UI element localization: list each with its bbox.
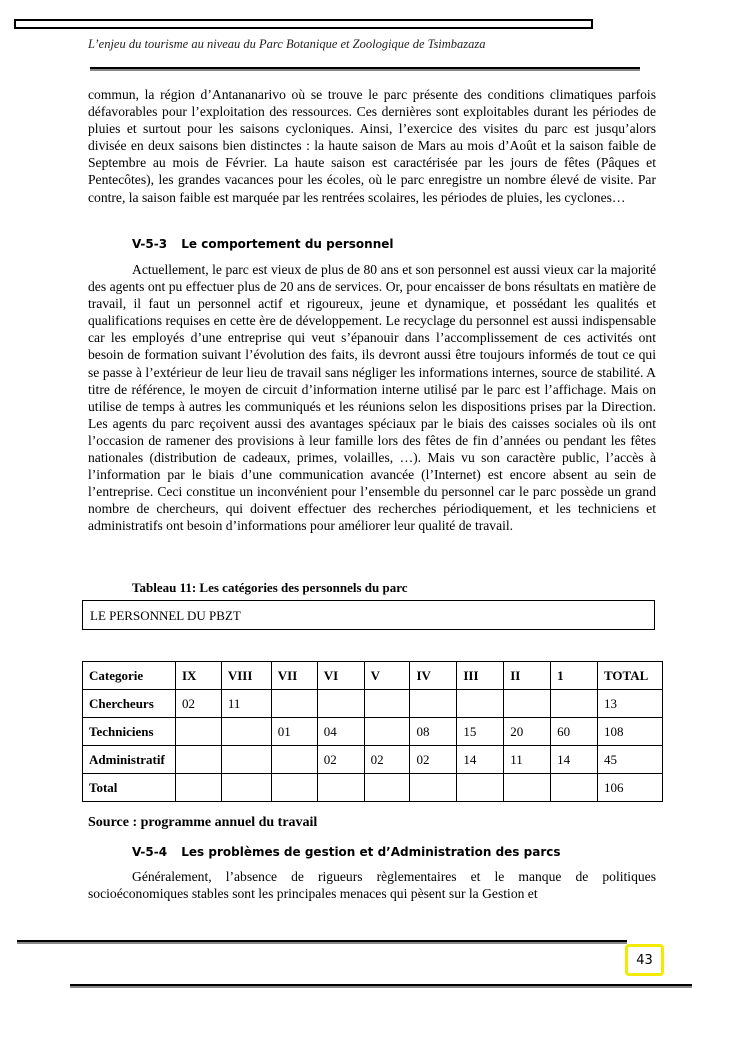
header-cell: IX [175,662,221,690]
table-cell [175,718,221,746]
paragraph-seasons: commun, la région d’Antananarivo où se trouve le parc présente des conditions climatiques parfois défavorables pour l’exploitation des ressources. Ces dernières sont exploitables durant les périodes de pluies et surtout pour les saisons cycloniques. Ainsi, l’exercice des visites du parc est jusqu’alors divisée en deux saisons bien distinctes : la haute saison de Mars au mois d’Août et la saison faible de Septembre au mois de Février. La haute saison est caractérisée par les jours de fêtes (Pâques et Pentecôtes), les grandes vacances pour les écoles, où le parc enregistre un nombre élevé de visite. Par contre, la saison faible est marquée par les rentrées scolaires, les périodes de pluies, les cyclones… [88,87,656,205]
section-heading-management [132,845,561,859]
table-row [83,718,663,746]
table-cell [271,690,317,718]
header-cell: V [364,662,410,690]
table-header-row [83,662,663,690]
table-cell [551,774,598,802]
table-cell [271,774,317,802]
header-cell: III [457,662,504,690]
table-cell: 02 [410,746,457,774]
section-number: V-5-3 [132,237,168,251]
table-cell: 02 [317,746,364,774]
table-cell [364,774,410,802]
header-cell: VIII [221,662,271,690]
table-cell [364,718,410,746]
section-title: Les problèmes de gestion et d’Administration des parcs [181,845,561,859]
paragraph-management: Généralement, l’absence de rigueurs règlementaires et le manque de politiques socioéconomiques stables sont les principales menaces qui pèsent sur la Gestion et [88,869,656,902]
table-cell: 60 [551,718,598,746]
header-cell: Categorie [83,662,176,690]
header-rule [90,67,640,69]
table-cell [457,774,504,802]
table-row [83,746,663,774]
table-cell: 106 [597,774,662,802]
personnel-categories-table [82,661,663,802]
table-cell [410,690,457,718]
table-cell: 08 [410,718,457,746]
table-cell [410,774,457,802]
section-heading-personnel [132,237,394,251]
table-cell: 11 [504,746,551,774]
table-cell [317,690,364,718]
header-cell: IV [410,662,457,690]
table-cell [221,718,271,746]
table-cell: 20 [504,718,551,746]
header-cell: TOTAL [597,662,662,690]
row-label: Techniciens [83,718,176,746]
table-cell: 15 [457,718,504,746]
table-cell: 108 [597,718,662,746]
table-total-row [83,774,663,802]
row-label: Chercheurs [83,690,176,718]
header-cell: VI [317,662,364,690]
table-cell: 02 [364,746,410,774]
footer-rule-upper [17,940,627,942]
table-cell [504,774,551,802]
top-border-box [14,19,593,29]
table-cell: 14 [457,746,504,774]
table-cell [175,746,221,774]
paragraph-personnel: Actuellement, le parc est vieux de plus de 80 ans et son personnel est aussi vieux car la majorité des agents ont pu effectuer plus de 20 ans de services. Or, pour encaisser de bons résultats en matière de travail, il faut un personnel actif et rigoureux, jeune et dynamique, et possédant les qualités et qualifications requises en cette ère de développement. Le recyclage du personnel est aussi indispensable car les employés d’une entreprise qui veut s’épanouir dans l’accomplissement de ces activités ont besoin de formation suivant l’évolution des faits, ils devront aussi être toujours informés de tout ce qui se passe à l’extérieur de leur lieu de travail sans négliger les informations internes, source de stabilité. A titre de référence, le moyen de circuit d’information interne utilisé par le parc est l’affichage. Mais on utilise de temps à autres les communiqués et les réunions selon les dispositions prises par la Direction. Les agents du parc reçoivent aussi des avantages spéciaux par le biais des caisses sociales où ils ont l’occasion de ramener des provisions à leur famille lors des fêtes de fin d’années ou pendant les fêtes nationales (distribution de cadeaux, primes, volailles, …). Mais vu son caractère public, l’accès à l’information par le biais d’une communication avancée (l’Internet) est encore absent au sein de l’entreprise. Ceci constitue un inconvénient pour l’ensemble du personnel car le parc possède un grand nombre de chercheurs, qui doivent effectuer des recherches périodiquement, et les techniciens et administratifs ont besoin d’informations pour améliorer leur qualité de travail. [88,262,656,534]
table-cell: 11 [221,690,271,718]
table-cell [221,746,271,774]
table-cell [271,746,317,774]
table-cell [504,690,551,718]
page-number: 43 [625,944,664,976]
row-label: Administratif [83,746,176,774]
header-cell: II [504,662,551,690]
header-cell: 1 [551,662,598,690]
footer-rule-lower [70,984,692,986]
row-label: Total [83,774,176,802]
table-row [83,690,663,718]
table-cell: 04 [317,718,364,746]
table-cell [551,690,598,718]
table-cell: 02 [175,690,221,718]
table-caption: Tableau 11: Les catégories des personnels du parc [132,580,408,595]
table-cell: 14 [551,746,598,774]
section-title: Le comportement du personnel [181,237,394,251]
table-cell [221,774,271,802]
header-cell: VII [271,662,317,690]
table-cell [457,690,504,718]
table-cell: 45 [597,746,662,774]
table-cell: 01 [271,718,317,746]
section-number: V-5-4 [132,845,168,859]
personnel-title-box: LE PERSONNEL DU PBZT [82,600,655,630]
table-cell [175,774,221,802]
table-cell [317,774,364,802]
running-header: L’enjeu du tourisme au niveau du Parc Botanique et Zoologique de Tsimbazaza [88,37,486,51]
table-source: Source : programme annuel du travail [88,815,318,830]
table-cell [364,690,410,718]
table-cell: 13 [597,690,662,718]
